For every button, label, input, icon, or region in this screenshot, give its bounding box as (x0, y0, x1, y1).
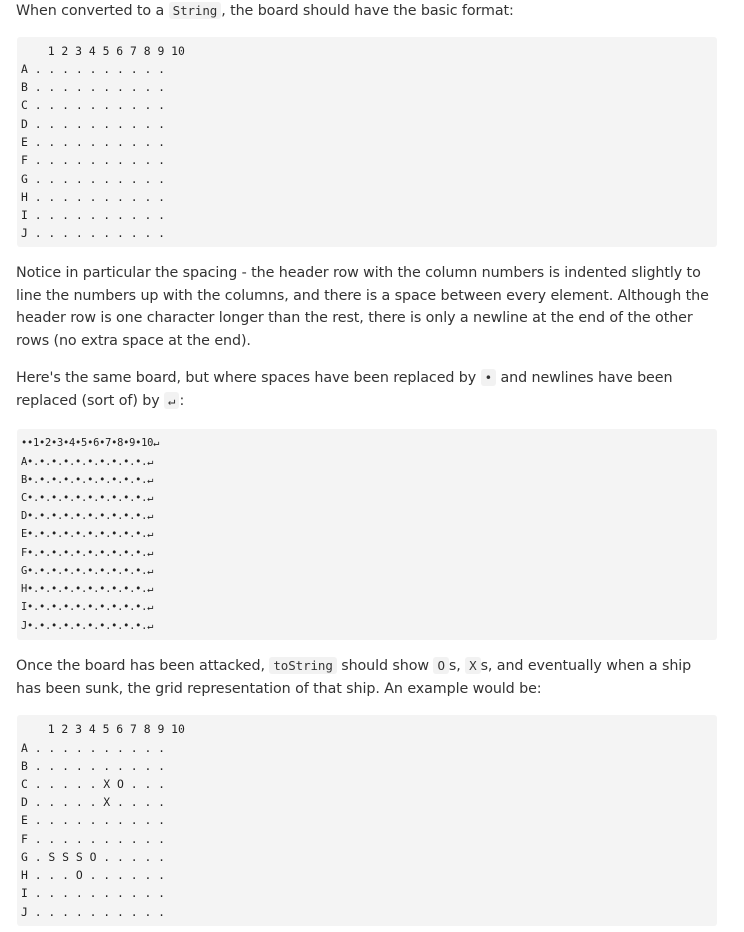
code-line: J . . . . . . . . . . (21, 905, 166, 919)
attacked-text-1: Once the board has been attacked, (16, 658, 270, 674)
same-board-text-3: : (179, 392, 185, 409)
code-line: E•.•.•.•.•.•.•.•.•.•.↵ (21, 528, 154, 540)
code-line: B . . . . . . . . . . (21, 759, 166, 773)
code-line: D . . . . . X . . . . (21, 795, 166, 809)
code-line: J•.•.•.•.•.•.•.•.•.•.↵ (21, 620, 154, 632)
code-line: G . . . . . . . . . . (21, 172, 166, 186)
code-line: I•.•.•.•.•.•.•.•.•.•.↵ (21, 601, 154, 613)
code-line: F•.•.•.•.•.•.•.•.•.•.↵ (21, 547, 154, 559)
intro-text-before: When converted to a (16, 3, 169, 19)
intro-paragraph (16, 0, 716, 23)
code-line: C•.•.•.•.•.•.•.•.•.•.↵ (21, 492, 154, 504)
attacked-paragraph (16, 655, 716, 700)
code-line: J . . . . . . . . . . (21, 226, 166, 240)
code-line: ••1•2•3•4•5•6•7•8•9•10↵ (21, 437, 160, 449)
code-line: F . . . . . . . . . . (21, 832, 166, 846)
inline-code-dot-symbol: • (481, 369, 496, 386)
inline-code-x: X (465, 657, 480, 674)
notice-paragraph: Notice in particular the spacing - the header row with the column numbers is indented slightly to line the numbers up with the columns, and there is a space between every element. Although the header row is one character longer than the rest, there is only a newline at the end of the other rows (no extra space at the end). (16, 265, 709, 349)
code-line: G•.•.•.•.•.•.•.•.•.•.↵ (21, 565, 154, 577)
code-block-attacked-board (17, 715, 717, 926)
code-line: I . . . . . . . . . . (21, 886, 166, 900)
code-line: A•.•.•.•.•.•.•.•.•.•.↵ (21, 456, 154, 468)
code-line: A . . . . . . . . . . (21, 62, 166, 76)
code-line: A . . . . . . . . . . (21, 741, 166, 755)
code-line: 1 2 3 4 5 6 7 8 9 10 (34, 44, 185, 58)
attacked-text-4: s, and eventually when a ship has been sunk, the grid representation of that ship. An example would be: (16, 658, 692, 697)
attacked-text-3: s, (448, 658, 466, 674)
code-line: 1 2 3 4 5 6 7 8 9 10 (34, 722, 185, 736)
code-line: F . . . . . . . . . . (21, 153, 166, 167)
code-block-symbol-board (17, 429, 717, 640)
inline-code-newline-symbol: ↵ (164, 392, 179, 409)
code-line: G . S S S O . . . . . (21, 850, 166, 864)
same-board-text-2: and newlines have been replaced (sort of) by (16, 370, 673, 409)
code-line: H•.•.•.•.•.•.•.•.•.•.↵ (21, 583, 154, 595)
attacked-text-2: should show (336, 658, 434, 674)
inline-code-string: String (169, 2, 222, 19)
intro-text-after: , the board should have the basic format: (221, 3, 514, 19)
code-line: E . . . . . . . . . . (21, 135, 166, 149)
code-line: H . . . O . . . . . . (21, 868, 166, 882)
code-line: E . . . . . . . . . . (21, 813, 166, 827)
inline-code-o: O (433, 657, 448, 674)
code-line: H . . . . . . . . . . (21, 190, 166, 204)
code-line: B . . . . . . . . . . (21, 80, 166, 94)
code-line: B•.•.•.•.•.•.•.•.•.•.↵ (21, 474, 154, 486)
same-board-text-1: Here's the same board, but where spaces have been replaced by (16, 370, 481, 386)
code-line: I . . . . . . . . . . (21, 208, 166, 222)
inline-code-tostring: toString (269, 657, 336, 674)
code-line: C . . . . . X O . . . (21, 777, 166, 791)
code-line: D•.•.•.•.•.•.•.•.•.•.↵ (21, 510, 154, 522)
same-board-paragraph (16, 367, 716, 412)
code-block-basic-board (17, 37, 717, 247)
code-line: D . . . . . . . . . . (21, 117, 166, 131)
code-line: C . . . . . . . . . . (21, 98, 166, 112)
